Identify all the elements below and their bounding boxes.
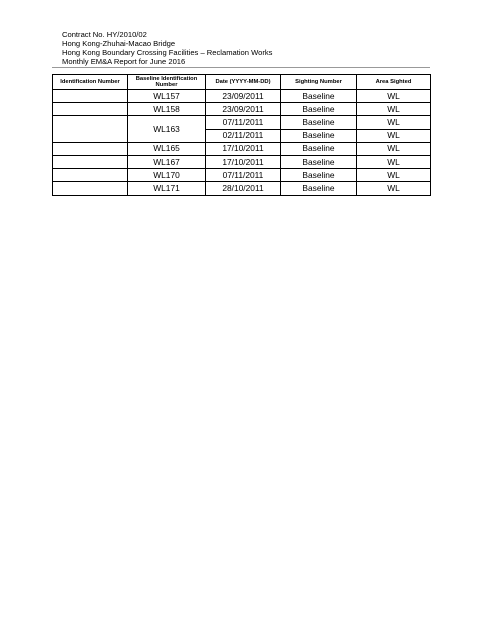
cell-identification: [53, 155, 128, 168]
table-row: [53, 103, 431, 116]
cell-area-sighted: WL: [357, 90, 431, 103]
sighting-table: [52, 74, 431, 196]
cell-date: 07/11/2011: [206, 169, 281, 182]
cell-date: 17/10/2011: [206, 142, 281, 155]
table-header-row: [53, 75, 431, 90]
cell-baseline-id: WL158: [128, 103, 206, 116]
col-header-baseline-id: Baseline Identification Number: [128, 75, 206, 90]
table-row: [53, 142, 431, 155]
cell-identification: [53, 169, 128, 182]
table-row: [53, 155, 431, 168]
cell-identification: [53, 142, 128, 155]
cell-baseline-id: WL170: [128, 169, 206, 182]
cell-date: 02/11/2011: [206, 129, 281, 142]
contract-number: Contract No. HY/2010/02: [62, 30, 147, 39]
cell-area-sighted: WL: [357, 155, 431, 168]
table-row: [53, 90, 431, 103]
cell-sighting-number: Baseline: [281, 169, 357, 182]
cell-sighting-number: Baseline: [281, 103, 357, 116]
project-name: Hong Kong-Zhuhai-Macao Bridge: [62, 39, 176, 48]
cell-baseline-id: WL165: [128, 142, 206, 155]
col-header-sighting-number: Sighting Number: [281, 75, 357, 90]
cell-baseline-id: WL167: [128, 155, 206, 168]
col-header-identification: Identification Number: [53, 75, 128, 90]
table-row: [53, 182, 431, 195]
cell-area-sighted: WL: [357, 142, 431, 155]
cell-sighting-number: Baseline: [281, 116, 357, 129]
cell-sighting-number: Baseline: [281, 142, 357, 155]
cell-baseline-id: WL171: [128, 182, 206, 195]
cell-baseline-id: WL163: [128, 116, 206, 142]
cell-identification: [53, 182, 128, 195]
cell-area-sighted: WL: [357, 129, 431, 142]
cell-area-sighted: WL: [357, 182, 431, 195]
cell-date: 28/10/2011: [206, 182, 281, 195]
cell-identification: [53, 103, 128, 116]
project-subtitle: Hong Kong Boundary Crossing Facilities – Reclamation Works: [62, 48, 273, 57]
cell-area-sighted: WL: [357, 169, 431, 182]
cell-sighting-number: Baseline: [281, 90, 357, 103]
cell-date: 23/09/2011: [206, 90, 281, 103]
cell-sighting-number: Baseline: [281, 129, 357, 142]
cell-date: 23/09/2011: [206, 103, 281, 116]
cell-date: 17/10/2011: [206, 155, 281, 168]
cell-date: 07/11/2011: [206, 116, 281, 129]
cell-area-sighted: WL: [357, 116, 431, 129]
document-header: [62, 30, 272, 66]
cell-sighting-number: Baseline: [281, 182, 357, 195]
report-title: Monthly EM&A Report for June 2016: [62, 57, 186, 66]
header-divider: [52, 67, 430, 68]
table-row: [53, 169, 431, 182]
table-row: [53, 116, 431, 129]
col-header-date: Date (YYYY-MM-DD): [206, 75, 281, 90]
cell-baseline-id: WL157: [128, 90, 206, 103]
cell-identification: [53, 90, 128, 103]
cell-area-sighted: WL: [357, 103, 431, 116]
cell-identification: [53, 116, 128, 142]
cell-sighting-number: Baseline: [281, 155, 357, 168]
col-header-area-sighted: Area Sighted: [357, 75, 431, 90]
